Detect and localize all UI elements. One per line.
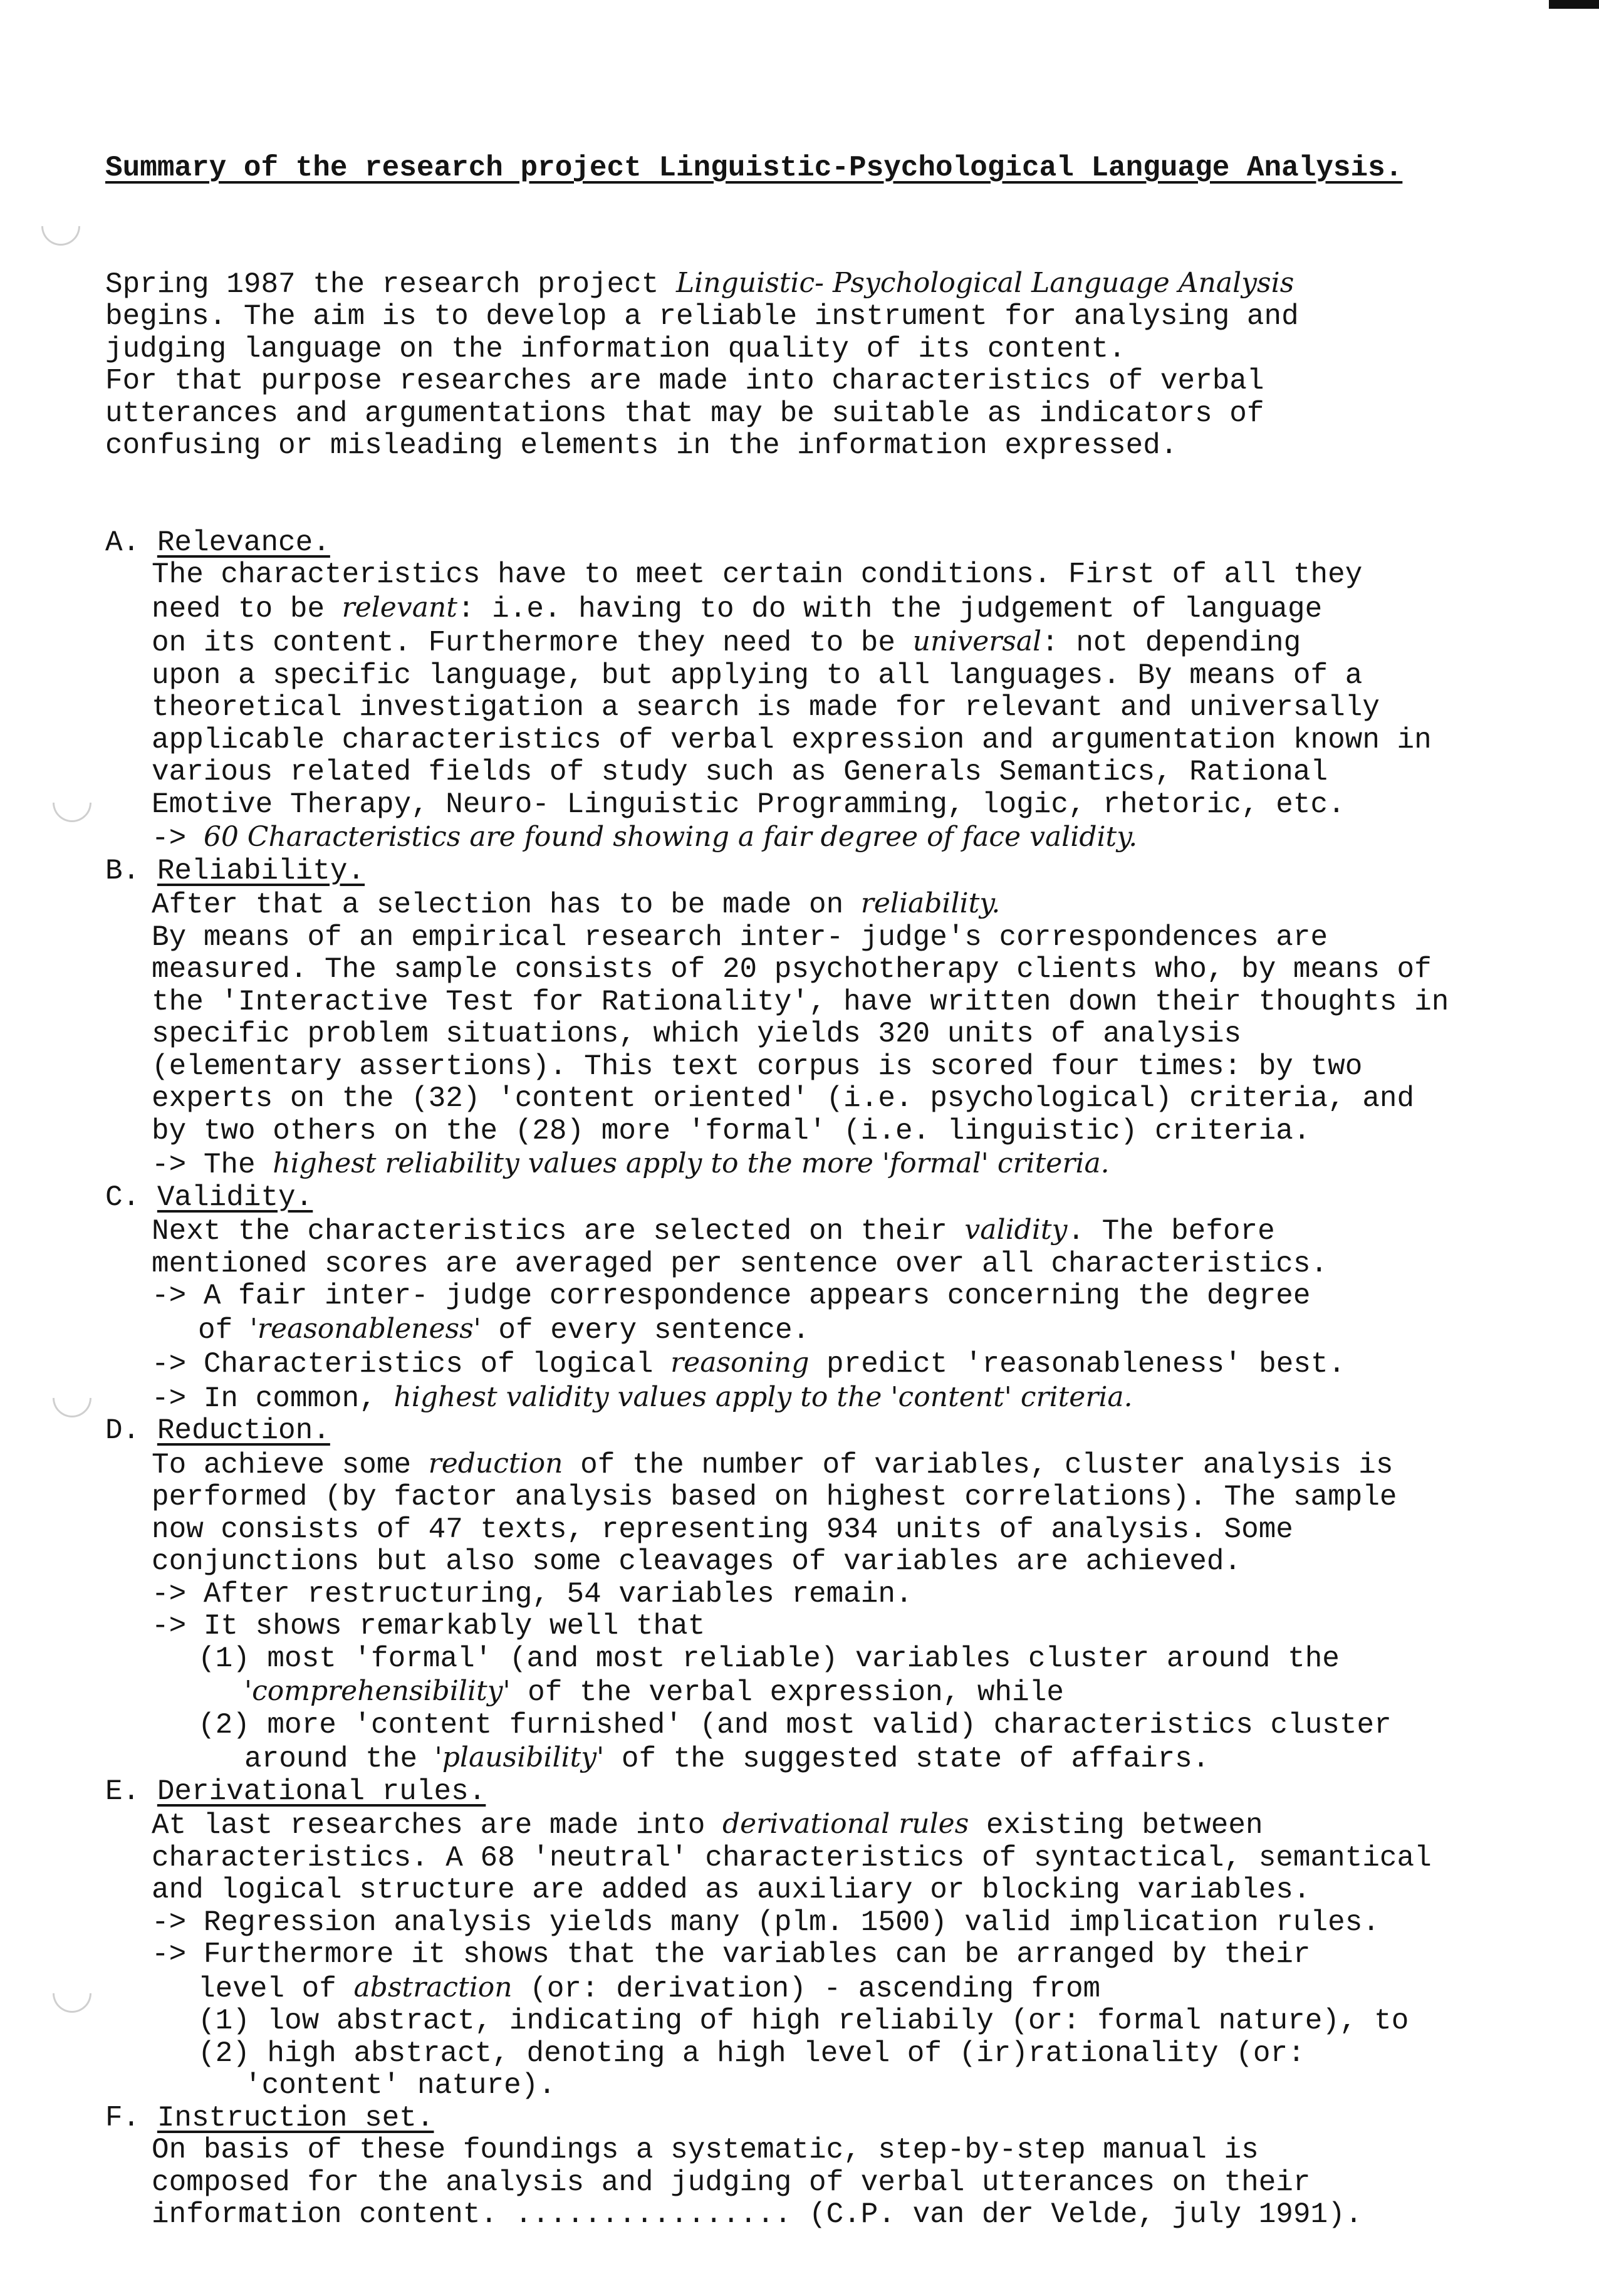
intro-line (105, 365, 1503, 398)
section-line (105, 2005, 1503, 2038)
text-run: -> (152, 822, 204, 855)
section-line (105, 1741, 1503, 1776)
section-line (105, 1675, 1503, 1709)
section-line (105, 1907, 1503, 1939)
text-run: need to be (152, 592, 342, 625)
section-line (105, 954, 1503, 986)
emphasis-text: relevant (341, 591, 457, 624)
text-run: After that a selection has to be made on (152, 889, 861, 921)
text-run: mentioned scores are averaged per sentence over all characteristics. (152, 1247, 1328, 1280)
section-line (105, 2199, 1503, 2231)
intro-line (105, 430, 1503, 462)
text-run: of (198, 1313, 250, 1347)
text-run: At last researches are made into (152, 1809, 722, 1842)
text-run: utterances and argumentations that may be suitable as indicators of (105, 397, 1264, 430)
emphasis-text: universal (912, 625, 1042, 657)
text-run: upon a specific language, but applying to all languages. By means of a (152, 659, 1363, 692)
text-run: : i.e. having to do with the judgement of language (457, 592, 1323, 625)
text-run: of the number of variables, cluster analysis is (563, 1448, 1393, 1481)
section-heading (105, 527, 1503, 560)
text-run: of the suggested state of affairs. (604, 1743, 1210, 1775)
text-run: (2) more 'content furnished' (and most valid) characteristics cluster (198, 1708, 1392, 1741)
section-line (105, 2070, 1503, 2102)
text-run: of the verbal expression, while (510, 1676, 1064, 1709)
text-run: -> The (152, 1149, 273, 1181)
text-run: (1) most 'formal' (and most reliable) variables cluster around the (198, 1642, 1340, 1675)
section-heading-text: Instruction set. (157, 2101, 434, 2134)
section-line (105, 1578, 1503, 1611)
text-run: -> Characteristics of logical (152, 1348, 671, 1380)
text-run: theoretical investigation a search is made for relevant and universally (152, 691, 1380, 724)
section-heading-text: Validity. (157, 1181, 313, 1214)
section-line (105, 625, 1503, 660)
text-run: measured. The sample consists of 20 psychotherapy clients who, by means of (152, 953, 1432, 986)
document-body (105, 88, 1503, 2296)
text-run: -> Furthermore it shows that the variables can be arranged by their (152, 1938, 1311, 1971)
text-run: now consists of 47 texts, representing 934 units of analysis. Some (152, 1513, 1293, 1546)
text-run: experts on the (32) 'content oriented' (i.e. psychological) criteria, and (152, 1082, 1415, 1115)
section-line (105, 1051, 1503, 1083)
document-title: Summary of the research project Linguistic-Psychological Language Analysis. (105, 152, 1403, 184)
section-line (105, 559, 1503, 592)
section-line (105, 692, 1503, 724)
emphasis-text: 60 Characteristics are found showing a fair degree of face validity. (203, 821, 1138, 853)
section-heading (105, 2102, 1503, 2135)
section-line (105, 1313, 1503, 1347)
text-run: confusing or misleading elements in the information expressed. (105, 429, 1178, 462)
text-run: judging language on the information quality of its content. (105, 332, 1126, 365)
text-run: (2) high abstract, denoting a high level of (ir)rationality (or: (198, 2037, 1305, 2070)
text-run: : not depending (1041, 627, 1301, 659)
text-run: predict 'reasonableness' best. (809, 1348, 1346, 1380)
section-line (105, 2038, 1503, 2070)
section-heading-text: Derivational rules. (157, 1775, 486, 1808)
intro-line (105, 267, 1503, 301)
section-line (105, 1514, 1503, 1547)
emphasis-text: derivational rules (722, 1808, 969, 1840)
text-run: By means of an empirical research inter- judge's correspondences are (152, 921, 1328, 954)
section-line (105, 1939, 1503, 1971)
section-line (105, 986, 1503, 1019)
section-line (105, 660, 1503, 692)
section-line (105, 1448, 1503, 1482)
section-line (105, 1874, 1503, 1907)
punch-hole-mark (44, 1966, 100, 2021)
section-line (105, 1147, 1503, 1182)
section-line (105, 592, 1503, 626)
section-line (105, 789, 1503, 822)
scan-edge-mark (1549, 0, 1599, 9)
text-run: On basis of these foundings a systematic, step-by-step manual is (152, 2134, 1259, 2166)
section-line (105, 887, 1503, 922)
punch-hole-mark (33, 199, 88, 254)
text-run: information content. ................ (C.P. van der Velde, july 1991). (152, 2198, 1363, 2231)
section-line (105, 756, 1503, 789)
text-run: -> A fair inter- judge correspondence appears concerning the degree (152, 1280, 1311, 1312)
text-run: To achieve some (152, 1448, 429, 1481)
section-line (105, 1083, 1503, 1115)
section-heading (105, 1182, 1503, 1214)
section-line (105, 922, 1503, 954)
text-run: For that purpose researches are made into characteristics of verbal (105, 365, 1264, 397)
sections (105, 527, 1503, 2231)
section-letter: C. (105, 1181, 157, 1214)
emphasis-text: validity (964, 1214, 1068, 1246)
text-run: performed (by factor analysis based on highest correlations). The sample (152, 1481, 1397, 1513)
text-run: -> It shows remarkably well that (152, 1610, 706, 1642)
emphasis-text: highest reliability values apply to the more 'formal' criteria. (273, 1147, 1110, 1179)
text-run: conjunctions but also some cleavages of variables are achieved. (152, 1545, 1242, 1578)
text-run: existing between (969, 1809, 1263, 1842)
section-line (105, 724, 1503, 757)
text-run: -> Regression analysis yields many (plm. 1500) valid implication rules. (152, 1906, 1380, 1939)
section-line (105, 1018, 1503, 1051)
text-run: level of (198, 1972, 354, 2005)
text-run: -> After restructuring, 54 variables remain. (152, 1577, 913, 1610)
section-heading (105, 1776, 1503, 1808)
section-line (105, 1643, 1503, 1676)
emphasis-text: 'comprehensibility' (244, 1675, 511, 1707)
text-run: and logical structure are added as auxiliary or blocking variables. (152, 1874, 1311, 1906)
section-line (105, 1709, 1503, 1742)
text-run: specific problem situations, which yields 320 units of analysis (152, 1018, 1242, 1050)
section-heading (105, 855, 1503, 888)
text-run: Next the characteristics are selected on their (152, 1215, 965, 1248)
section-line (105, 1610, 1503, 1643)
text-run: Spring 1987 the research project (105, 268, 676, 301)
text-run: Emotive Therapy, Neuro- Linguistic Programming, logic, rhetoric, etc. (152, 788, 1345, 821)
section-line (105, 1115, 1503, 1148)
text-run: by two others on the (28) more 'formal' (i.e. linguistic) criteria. (152, 1114, 1311, 1147)
text-run: applicable characteristics of verbal expression and argumentation known in (152, 723, 1432, 756)
section-line (105, 1381, 1503, 1416)
emphasis-text: 'reasonableness' (249, 1312, 481, 1345)
text-run: composed for the analysis and judging of verbal utterances on their (152, 2166, 1311, 2199)
section-line (105, 1280, 1503, 1313)
section-letter: A. (105, 526, 157, 559)
section-line (105, 2167, 1503, 2199)
emphasis-text: reliability. (860, 887, 1001, 919)
intro-paragraph (105, 267, 1503, 462)
section-line (105, 1842, 1503, 1875)
intro-line (105, 333, 1503, 366)
section-heading-text: Relevance. (157, 526, 330, 559)
text-run: various related fields of study such as Generals Semantics, Rational (152, 756, 1328, 788)
text-run: (elementary assertions). This text corpus is scored four times: by two (152, 1050, 1363, 1083)
section-line (105, 821, 1503, 855)
section-line (105, 1347, 1503, 1381)
text-run: on its content. Furthermore they need to be (152, 627, 913, 659)
section-line (105, 1808, 1503, 1842)
text-run: The characteristics have to meet certain conditions. First of all they (152, 558, 1363, 591)
section-heading-text: Reliability. (157, 854, 365, 887)
section-line (105, 1214, 1503, 1248)
section-letter: B. (105, 854, 157, 887)
text-run: 'content' nature). (244, 2069, 556, 2102)
section-line (105, 1546, 1503, 1578)
text-run: begins. The aim is to develop a reliable instrument for analysing and (105, 300, 1299, 333)
emphasis-text: highest validity values apply to the 'content' criteria. (393, 1380, 1133, 1413)
emphasis-text: abstraction (353, 1971, 513, 2003)
text-run: the 'Interactive Test for Rationality', have written down their thoughts in (152, 985, 1449, 1018)
emphasis-text: 'plausibility' (434, 1741, 605, 1773)
text-run: . The before (1067, 1215, 1275, 1248)
text-run: around the (244, 1743, 435, 1775)
section-line (105, 1481, 1503, 1514)
section-line (105, 2134, 1503, 2167)
text-run: (1) low abstract, indicating of high reliabily (or: formal nature), to (198, 2005, 1409, 2037)
text-run: -> In common, (152, 1382, 394, 1415)
section-line (105, 1971, 1503, 2006)
punch-hole-mark (44, 1370, 100, 1426)
emphasis-text: reasoning (670, 1347, 810, 1379)
text-run: characteristics. A 68 'neutral' characteristics of syntactical, semantical (152, 1841, 1432, 1874)
text-run: of every sentence. (481, 1313, 810, 1347)
emphasis-text: reduction (428, 1447, 563, 1479)
section-heading-text: Reduction. (157, 1414, 330, 1447)
intro-line (105, 398, 1503, 430)
intro-line (105, 301, 1503, 333)
emphasis-text: Linguistic- Psychological Language Analysis (675, 266, 1294, 299)
section-heading (105, 1415, 1503, 1448)
text-run: (or: derivation) - ascending from (512, 1972, 1101, 2005)
section-line (105, 1248, 1503, 1281)
punch-hole-mark (44, 775, 100, 830)
section-letter: D. (105, 1414, 157, 1447)
section-letter: F. (105, 2101, 157, 2134)
section-letter: E. (105, 1775, 157, 1808)
